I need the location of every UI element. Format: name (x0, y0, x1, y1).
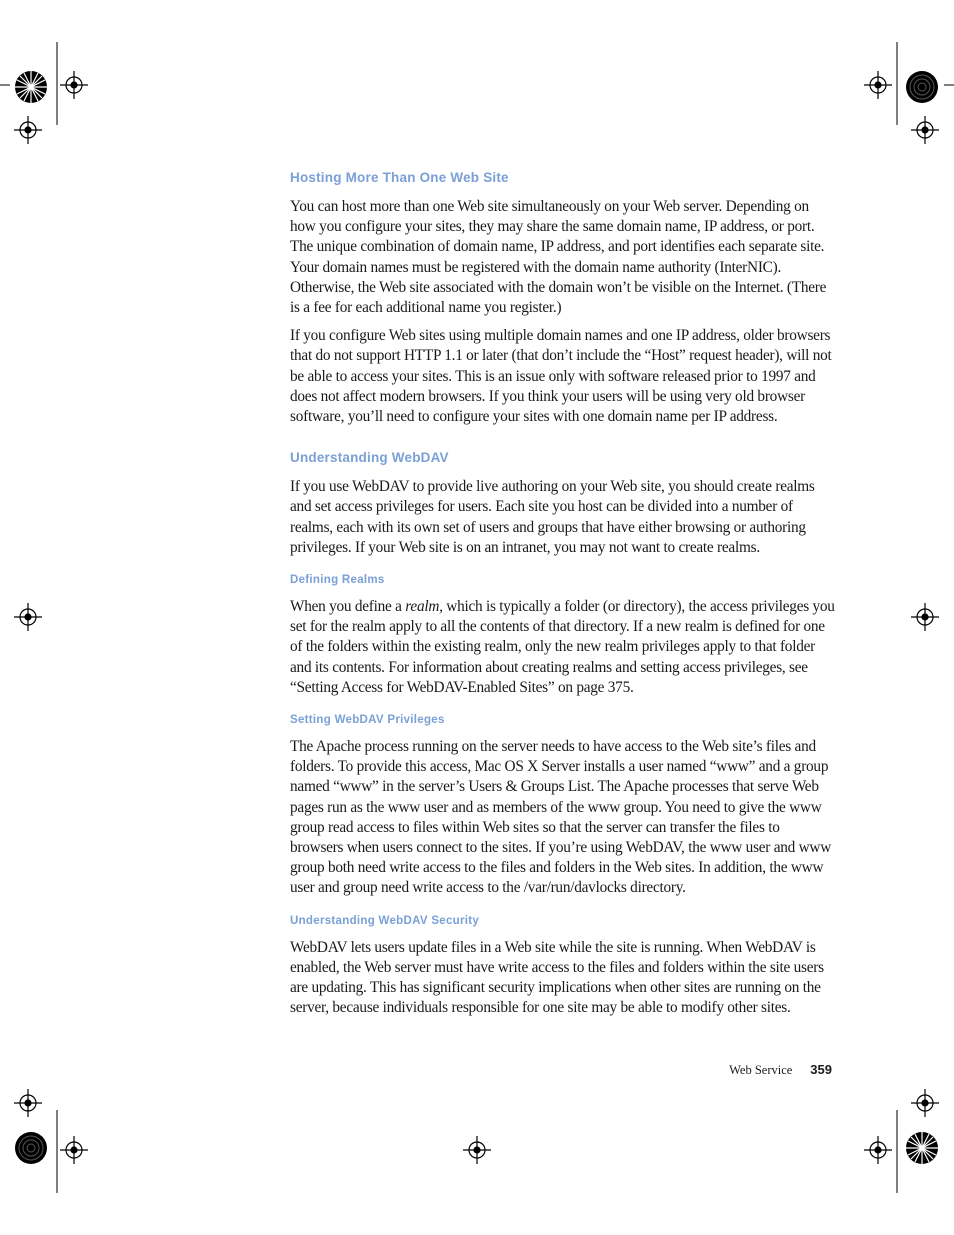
text-run: When you define a (290, 598, 406, 616)
paragraph: You can host more than one Web site simultaneously on your Web server. Depending on how you configure your sites, they may share the same domain name, IP address, or port. The unique combination of domain name, IP address, and port identifies each separate site. Your domain names must be registered with the domain name authority (InterNIC). Otherwise, the Web site associated with the domain won’t be visible on the Internet. (There is a fee for each additional name you register.) (290, 198, 827, 317)
heading-setting-privileges: Setting WebDAV Privileges (290, 714, 445, 727)
paragraph: The Apache process running on the server needs to have access to the Web site’s files and folders. To provide this access, Mac OS X Server installs a user named “www” and a group named “www” in the server’s Users & Groups List. The Apache processes that serve Web pages run as the www user and as members of the www group. You need to give the www group read access to files within Web sites so that the server can transfer the files to browsers when users connect to the sites. If you’re using WebDAV, the www user and www group both need write access to the files and folders in the Web sites. In addition, the www user and group need write access to the /var/run/davlocks directory. (290, 738, 832, 897)
page-body (290, 170, 835, 1027)
heading-defining-realms: Defining Realms (290, 574, 385, 587)
dial-target-icon (15, 1132, 47, 1164)
heading-hosting: Hosting More Than One Web Site (290, 170, 509, 185)
footer-section-label: Web Service (729, 1063, 793, 1077)
italic-term: realm, (405, 598, 443, 616)
heading-webdav-security: Understanding WebDAV Security (290, 914, 480, 927)
page-number: 359 (810, 1062, 832, 1077)
paragraph: If you configure Web sites using multiple domain names and one IP address, older browsers that do not support HTTP 1.1 or later (that don’t include the “Host” request header), will not be able to access your sites. This is an issue only with software released prior to 1997 and does not affect modern browsers. If you think your users will be using very old browser software, you’ll need to configure your sites with one domain name per IP address. (290, 327, 832, 426)
heading-webdav: Understanding WebDAV (290, 450, 449, 466)
text-run: which is typically a folder (or directory), the access privileges you set for the realm apply to all the contents of that directory. If a new realm is defined for one of the folders within the existing realm, only the new realm privileges apply to that folder and its contents. For information about creating realms and setting access privileges, see “Setting Access for WebDAV-Enabled Sites” on page 375. (290, 598, 835, 696)
page-footer (729, 1062, 832, 1078)
paragraph: WebDAV lets users update files in a Web site while the site is running. When WebDAV is enabled, the Web server must have write access to the files and folders within the site users are updating. This has significant security implications when other sites are running on the server, because individuals responsible for one site may be able to modify other sites. (290, 938, 824, 1017)
star-target-icon (15, 71, 47, 103)
paragraph: If you use WebDAV to provide live authoring on your Web site, you should create realms and set access privileges for users. Each site you host can be divided into a number of realms, each with its own set of users and groups that have either browsing or authoring privileges. If your Web site is on an intranet, you may not want to create realms. (290, 478, 815, 556)
star-target-icon (906, 1132, 938, 1164)
dial-target-icon (906, 71, 938, 103)
paragraph (290, 597, 835, 698)
